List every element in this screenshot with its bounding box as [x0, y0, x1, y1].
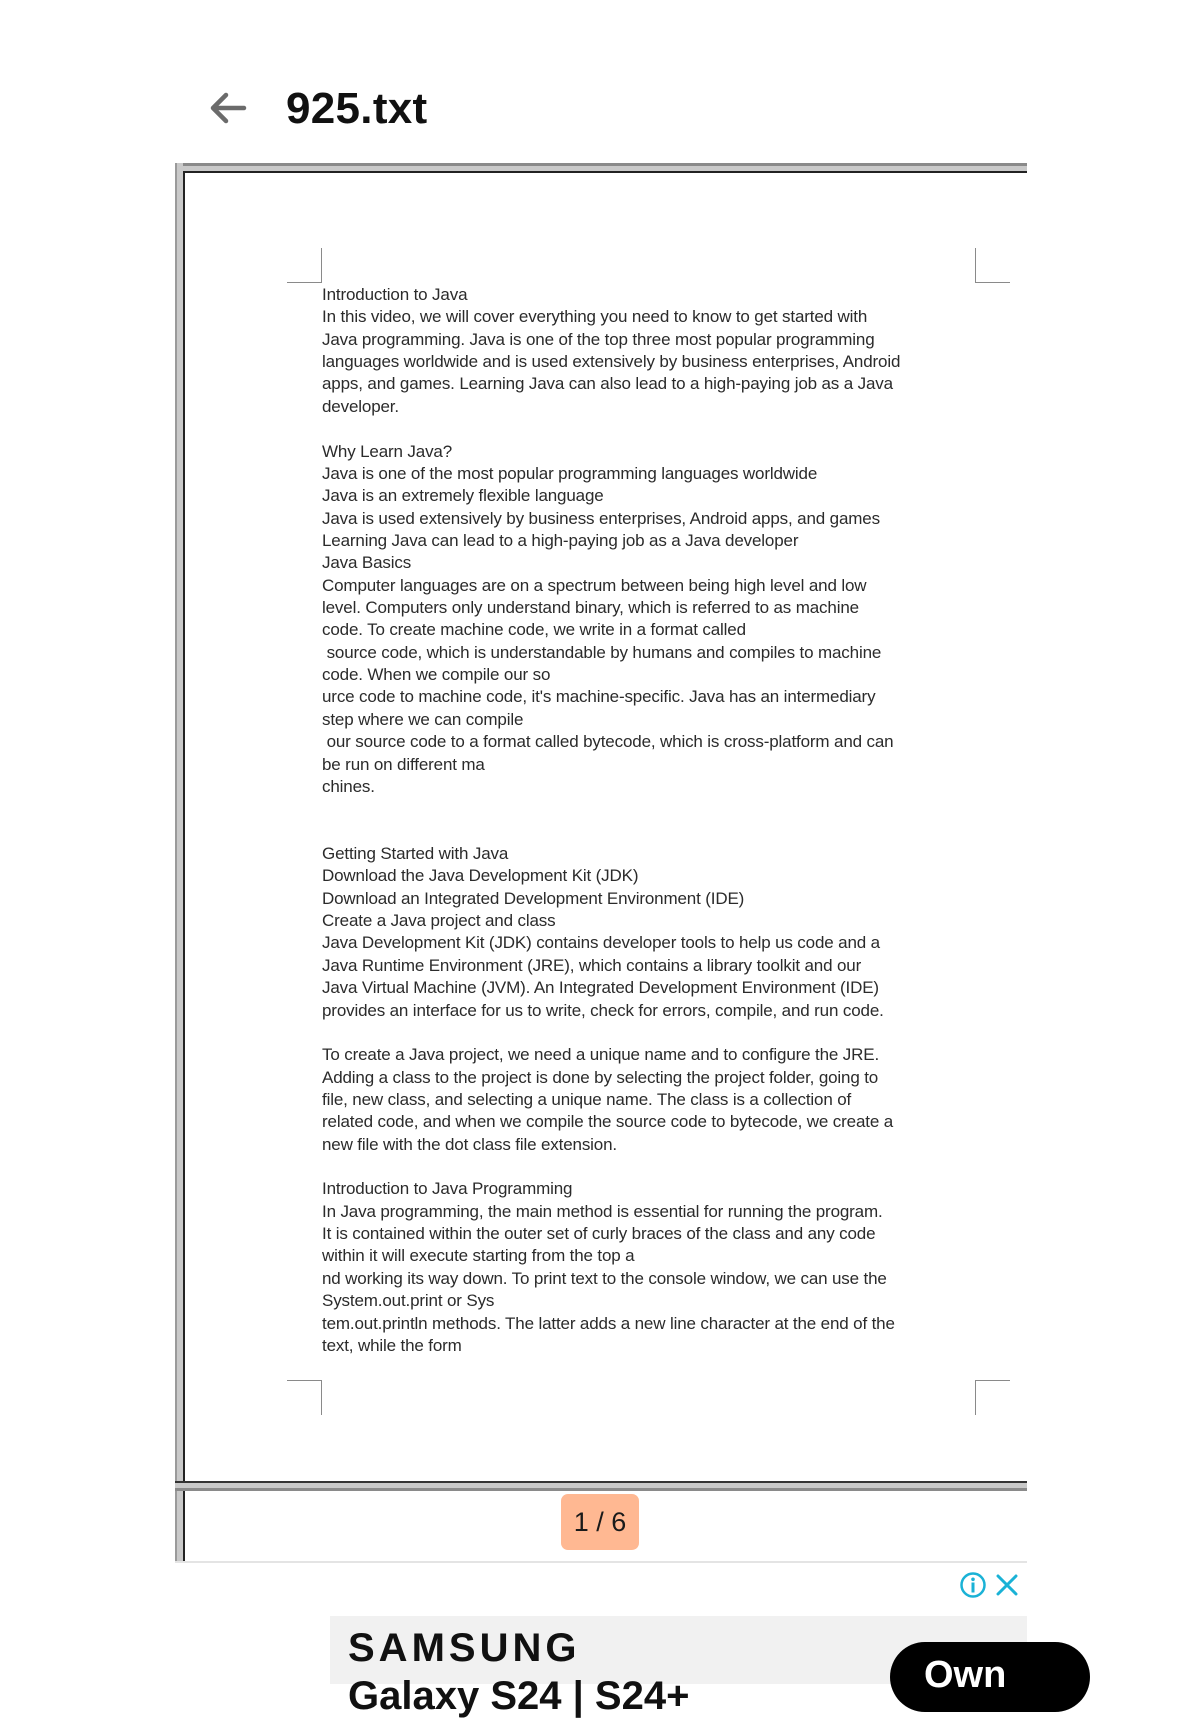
document-line: Getting Started with Java	[322, 843, 509, 863]
document-line: Introduction to Java	[322, 285, 468, 304]
document-line: Why Learn Java?	[322, 441, 453, 461]
close-icon	[994, 1572, 1020, 1598]
document-line: Java Basics	[322, 553, 412, 573]
crop-mark-top-right	[975, 248, 1010, 283]
document-line	[322, 418, 1002, 440]
document-line: within it will execute starting from the top a	[322, 1246, 635, 1266]
document-line: It is contained within the outer set of curly braces of the class and any code	[322, 1224, 876, 1244]
document-line: Java Virtual Machine (JVM). An Integrated Development Environment (IDE)	[322, 978, 879, 998]
arrow-left-icon	[208, 90, 248, 126]
document-line: In this video, we will cover everything you need to know to get started with	[322, 307, 868, 327]
back-button[interactable]	[205, 86, 251, 130]
document-line: nd working its way down. To print text to the console window, we can use the	[322, 1268, 887, 1288]
crop-mark-bottom-right	[975, 1380, 1010, 1415]
viewer-frame-left	[175, 163, 183, 1563]
document-line: Learning Java can lead to a high-paying job as a Java developer	[322, 530, 799, 550]
document-line: Introduction to Java Programming	[322, 1179, 573, 1199]
document-line: developer.	[322, 396, 399, 416]
page-separator	[175, 1481, 1027, 1491]
document-line: step where we can compile	[322, 709, 524, 729]
document-line: be run on different ma	[322, 754, 485, 774]
document-line: Java is used extensively by business enterprises, Android apps, and games	[322, 508, 880, 528]
document-line: Java Runtime Environment (JRE), which contains a library toolkit and our	[322, 955, 862, 975]
document-line: our source code to a format called bytecode, which is cross-platform and can	[322, 732, 894, 752]
document-line: Java is an extremely flexible language	[322, 486, 604, 506]
document-line: chines.	[322, 776, 375, 796]
ad-cta-button[interactable]: Own	[890, 1642, 1090, 1712]
document-line: Java Development Kit (JDK) contains developer tools to help us code and a	[322, 933, 880, 953]
viewer-frame-top	[175, 163, 1027, 171]
document-line	[322, 1022, 1002, 1044]
document-line: source code, which is understandable by humans and compiles to machine	[322, 642, 882, 662]
ad-close-button[interactable]	[992, 1570, 1022, 1600]
document-line: urce code to machine code, it's machine-specific. Java has an intermediary	[322, 687, 876, 707]
document-line: In Java programming, the main method is essential for running the program.	[322, 1201, 883, 1221]
document-line: Java is one of the most popular programming languages worldwide	[322, 463, 818, 483]
document-line: apps, and games. Learning Java can also lead to a high-paying job as a Java	[322, 374, 893, 394]
document-line: new file with the dot class file extension.	[322, 1134, 617, 1154]
document-line	[322, 821, 1002, 843]
file-title: 925.txt	[286, 84, 428, 133]
document-line: Download an Integrated Development Environment (IDE)	[322, 888, 745, 908]
document-line: text, while the form	[322, 1335, 462, 1355]
document-line: code. To create machine code, we write in a format called	[322, 620, 746, 640]
document-line: Adding a class to the project is done by selecting the project folder, going to	[322, 1067, 879, 1087]
document-text	[322, 284, 1002, 1357]
document-line	[322, 1156, 1002, 1178]
document-line: provides an interface for us to write, check for errors, compile, and run code.	[322, 1000, 884, 1020]
ad-controls	[958, 1568, 1022, 1602]
document-line: Java programming. Java is one of the top three most popular programming	[322, 329, 875, 349]
document-line	[322, 798, 1002, 820]
page-indicator: 1 / 6	[561, 1494, 639, 1550]
info-circle-icon	[959, 1571, 987, 1599]
ad-info-button[interactable]	[958, 1570, 988, 1600]
app-header	[0, 0, 1190, 160]
document-line: level. Computers only understand binary, which is referred to as machine	[322, 598, 859, 618]
ad-banner[interactable]	[330, 1616, 1027, 1718]
document-line: Create a Java project and class	[322, 911, 556, 931]
ad-product-line: Galaxy S24 | S24+	[348, 1674, 690, 1718]
document-line: To create a Java project, we need a unique name and to configure the JRE.	[322, 1045, 880, 1065]
document-line: tem.out.println methods. The latter adds a new line character at the end of the	[322, 1313, 895, 1333]
viewer-bottom-edge	[175, 1561, 1027, 1563]
document-line: Computer languages are on a spectrum between being high level and low	[322, 575, 867, 595]
ad-brand: SAMSUNG	[348, 1626, 581, 1670]
document-line: languages worldwide and is used extensively by business enterprises, Android	[322, 352, 901, 372]
document-line: Download the Java Development Kit (JDK)	[322, 866, 639, 886]
crop-mark-top-left	[287, 248, 322, 283]
document-line: code. When we compile our so	[322, 665, 551, 685]
document-line: System.out.print or Sys	[322, 1291, 495, 1311]
document-line: file, new class, and selecting a unique name. The class is a collection of	[322, 1089, 852, 1109]
crop-mark-bottom-left	[287, 1380, 322, 1415]
document-line: related code, and when we compile the source code to bytecode, we create a	[322, 1112, 894, 1132]
